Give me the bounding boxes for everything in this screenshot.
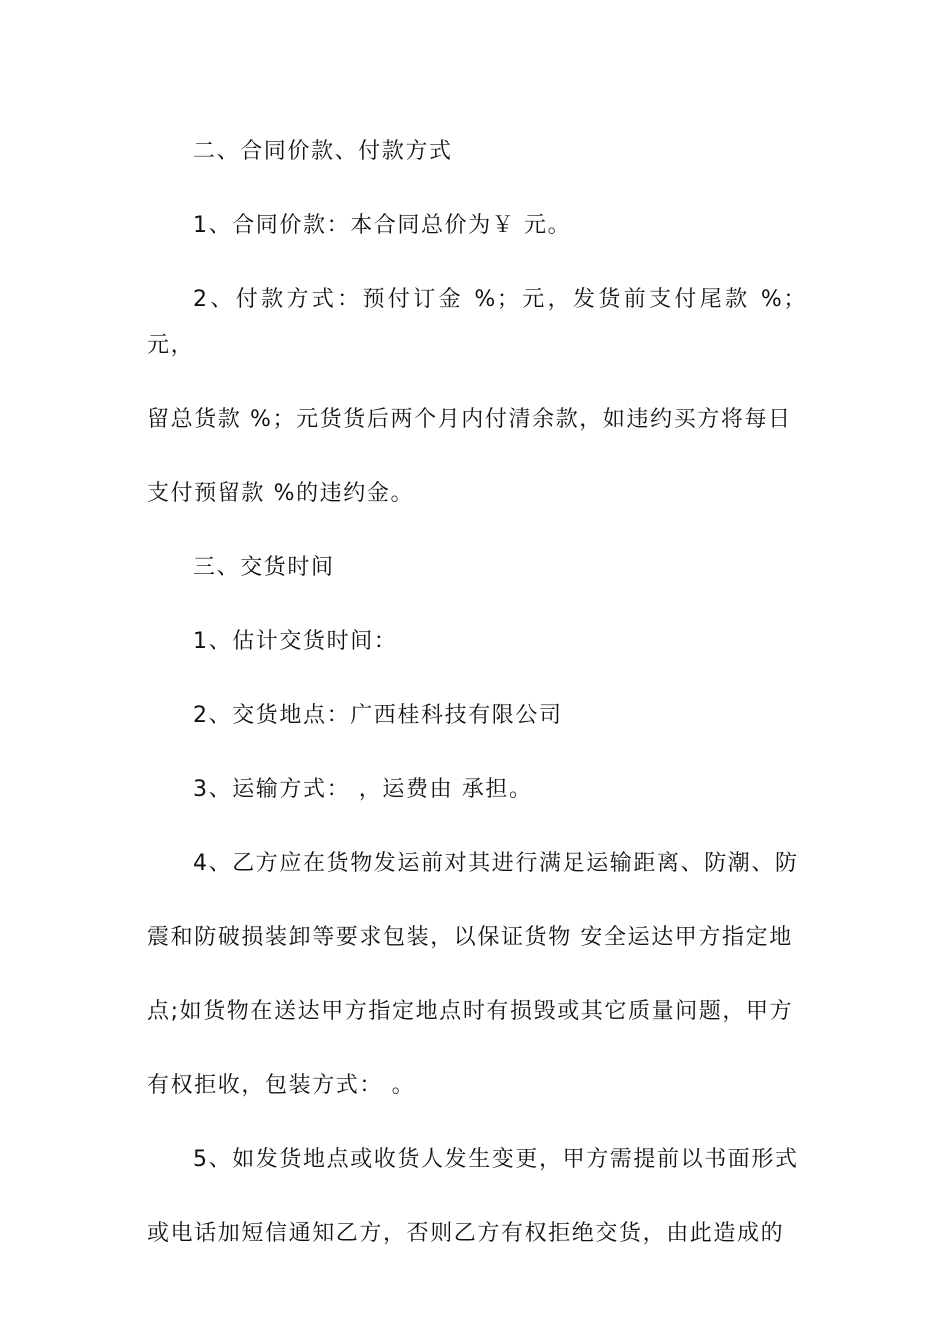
clause-packaging-line: 震和防破损装卸等要求包装，以保证货物 安全运达甲方指定地 — [147, 925, 793, 950]
clause-delivery-place: 2、交货地点：广西桂科技有限公司 — [193, 703, 563, 728]
clause-change-notice-line: 或电话加短信通知乙方，否则乙方有权拒绝交货，由此造成的 — [147, 1221, 785, 1246]
clause-payment-line: 支付预留款 %的违约金。 — [147, 481, 415, 506]
clause-packaging-line: 4、乙方应在货物发运前对其进行满足运输距离、防潮、防 — [193, 851, 799, 876]
clause-price: 1、合同价款：本合同总价为￥ 元。 — [193, 213, 572, 238]
clause-delivery-time: 1、估计交货时间： — [193, 629, 398, 654]
document-body — [147, 129, 807, 1257]
section-heading: 二、合同价款、付款方式 — [193, 139, 453, 164]
clause-packaging-line: 点;如货物在送达甲方指定地点时有损毁或其它质量问题，甲方 — [147, 999, 794, 1024]
clause-packaging-line: 有权拒收，包装方式： 。 — [147, 1073, 416, 1098]
section-heading: 三、交货时间 — [193, 555, 335, 580]
clause-payment-line: 留总货款 %；元货货后两个月内付清余款，如违约买方将每日 — [147, 407, 792, 432]
clause-payment-line: 2、付款方式：预付订金 %；元，发货前支付尾款 %；元， — [147, 287, 807, 358]
clause-transport: 3、运输方式： ，运费由 承担。 — [193, 777, 533, 802]
clause-change-notice-line: 5、如发货地点或收货人发生变更，甲方需提前以书面形式 — [193, 1147, 799, 1172]
